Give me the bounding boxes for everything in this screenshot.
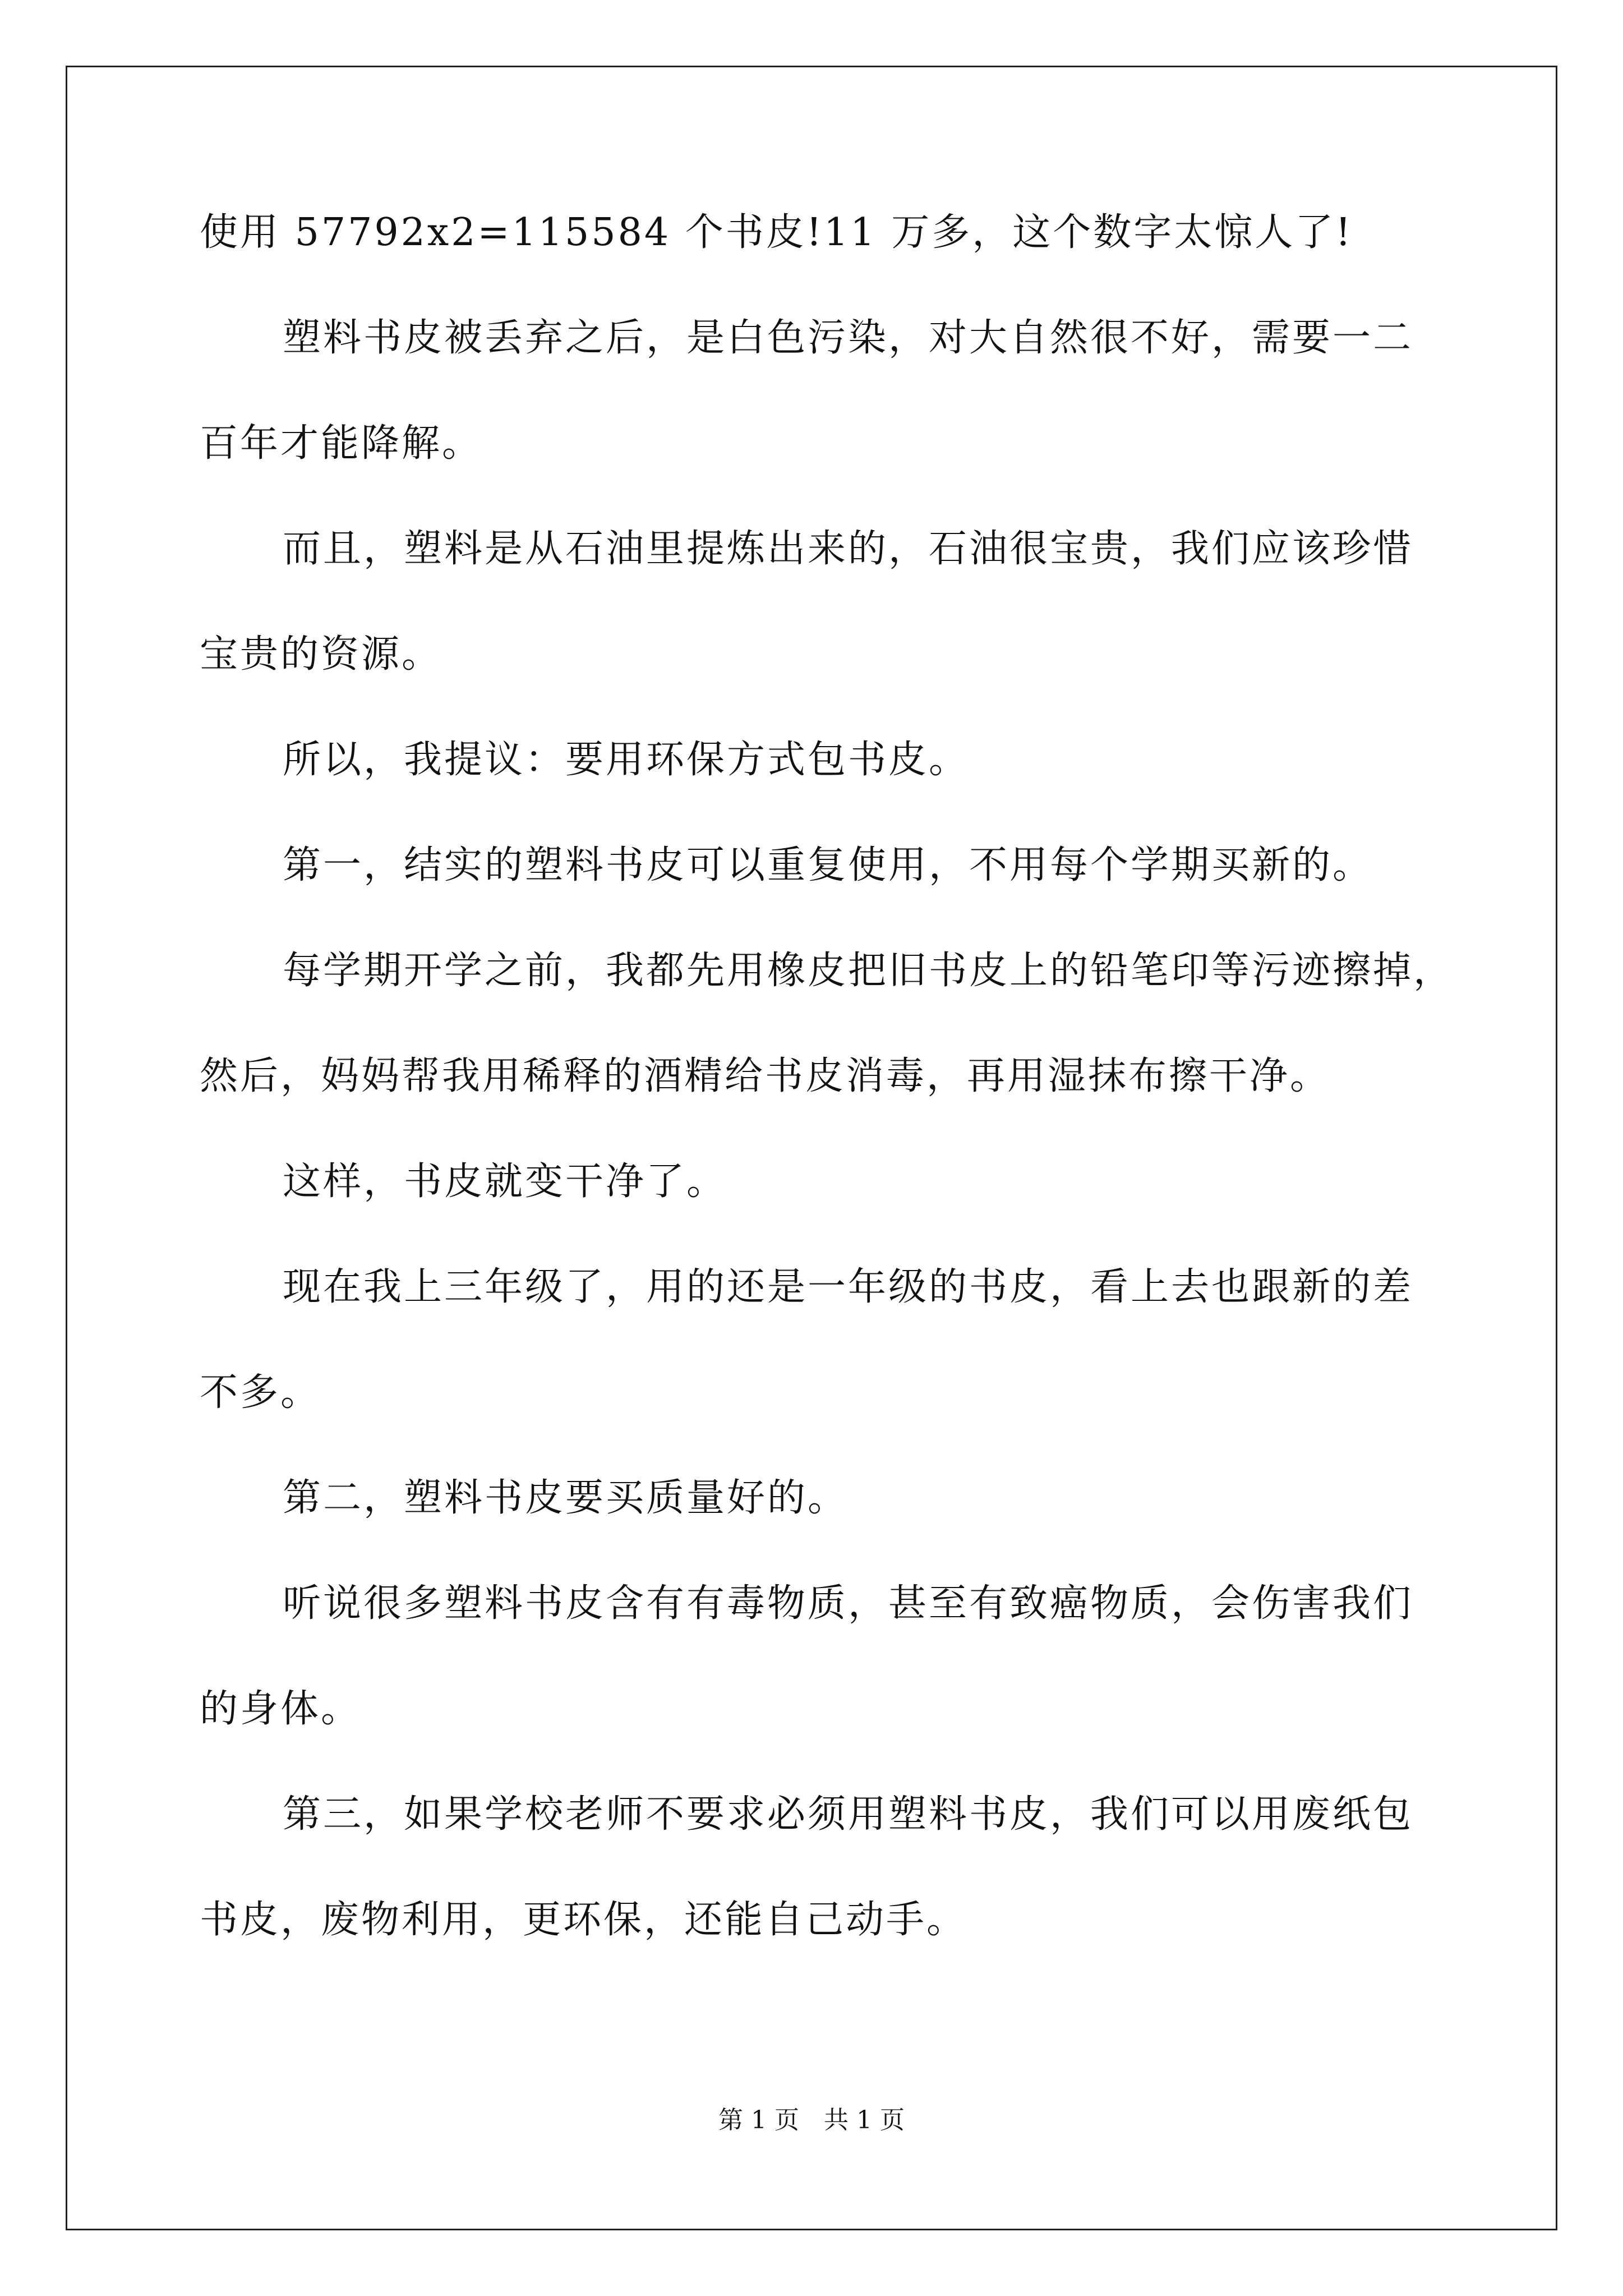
text-line: 然后，妈妈帮我用稀释的酒精给书皮消毒，再用湿抹布擦干净。 bbox=[200, 1054, 1331, 1098]
text-line: 现在我上三年级了，用的还是一年级的书皮，看上去也跟新的差 bbox=[283, 1265, 1414, 1309]
text-line: 这样，书皮就变干净了。 bbox=[283, 1159, 727, 1204]
text-line: 每学期开学之前，我都先用橡皮把旧书皮上的铅笔印等污迹擦掉， bbox=[283, 949, 1454, 993]
text-line: 所以，我提议：要用环保方式包书皮。 bbox=[283, 738, 970, 782]
text-line: 宝贵的资源。 bbox=[200, 632, 442, 677]
text-line: 第三，如果学校老师不要求必须用塑料书皮，我们可以用废纸包 bbox=[283, 1792, 1414, 1837]
text-line: 塑料书皮被丢弃之后，是白色污染，对大自然很不好，需要一二 bbox=[283, 316, 1414, 360]
text-line: 而且，塑料是从石油里提炼出来的，石油很宝贵，我们应该珍惜 bbox=[283, 527, 1414, 571]
text-line: 第一，结实的塑料书皮可以重复使用，不用每个学期买新的。 bbox=[283, 843, 1373, 887]
text-line: 不多。 bbox=[200, 1370, 321, 1415]
text-line: 的身体。 bbox=[200, 1687, 362, 1731]
text-line: 听说很多塑料书皮含有有毒物质，甚至有致癌物质，会伤害我们 bbox=[283, 1581, 1414, 1626]
page-footer: 第 1 页 共 1 页 bbox=[718, 2106, 905, 2134]
text-line: 书皮，废物利用，更环保，还能自己动手。 bbox=[200, 1898, 967, 1942]
text-line: 使用 57792x2=115584 个书皮!11 万多，这个数字太惊人了! bbox=[200, 210, 1353, 255]
text-line: 百年才能降解。 bbox=[200, 421, 483, 466]
text-line: 第二，塑料书皮要买质量好的。 bbox=[283, 1476, 849, 1520]
